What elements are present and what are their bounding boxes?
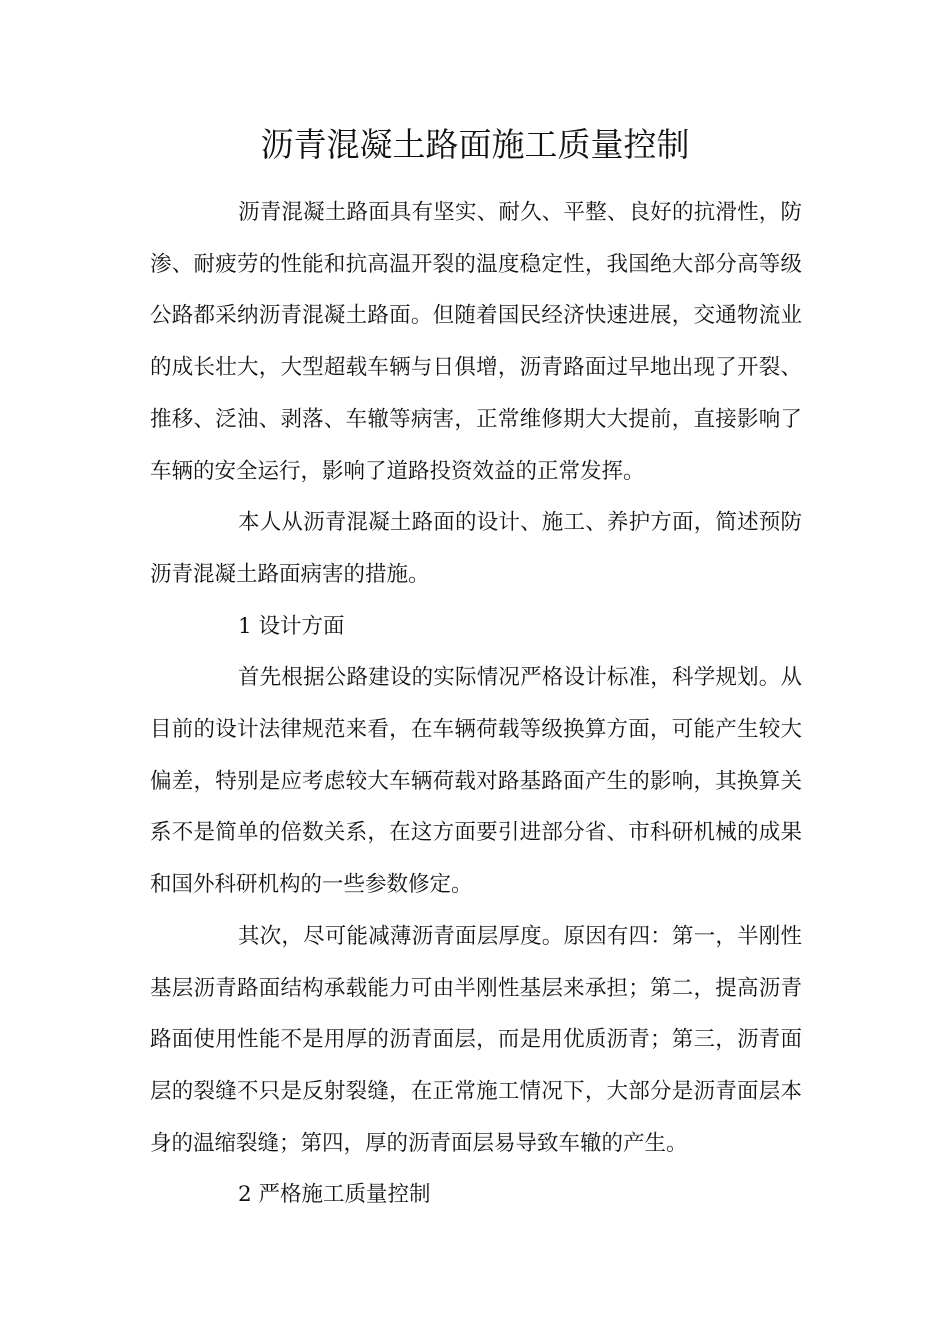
section-heading-construction-quality: 2 严格施工质量控制 — [238, 1182, 431, 1208]
paragraph-design-standards: 首先根据公路建设的实际情况严格设计标准，科学规划。从目前的设计法律规范来看，在车辆荷载等级换算方面，可能产生较大偏差，特别是应考虑较大车辆荷载对路基路面产生的影响，其换算关系不是简单的倍数关系，在这方面要引进部分省、市科研机械的成果和国外科研机构的一些参数修定。 — [150, 665, 802, 898]
document-title: 沥青混凝土路面施工质量控制 — [260, 125, 690, 164]
document-body — [150, 187, 802, 1221]
paragraph-scope: 本人从沥青混凝土路面的设计、施工、养护方面，简述预防沥青混凝土路面病害的措施。 — [150, 510, 802, 587]
paragraph-asphalt-thickness: 其次，尽可能减薄沥青面层厚度。原因有四：第一，半刚性基层沥青路面结构承载能力可由半刚性基层来承担；第二，提高沥青路面使用性能不是用厚的沥青面层，而是用优质沥青；第三，沥青面层的裂缝不只是反射裂缝，在正常施工情况下，大部分是沥青面层本身的温缩裂缝；第四，厚的沥青面层易导致车辙的产生。 — [150, 923, 802, 1156]
paragraph-intro: 沥青混凝土路面具有坚实、耐久、平整、良好的抗滑性，防渗、耐疲劳的性能和抗高温开裂的温度稳定性，我国绝大部分高等级公路都采纳沥青混凝土路面。但随着国民经济快速进展，交通物流业的成长壮大，大型超载车辆与日俱增，沥青路面过早地出现了开裂、推移、泛油、剥落、车辙等病害，正常维修期大大提前，直接影响了车辆的安全运行，影响了道路投资效益的正常发挥。 — [150, 200, 802, 484]
section-heading-design: 1 设计方面 — [238, 613, 345, 639]
